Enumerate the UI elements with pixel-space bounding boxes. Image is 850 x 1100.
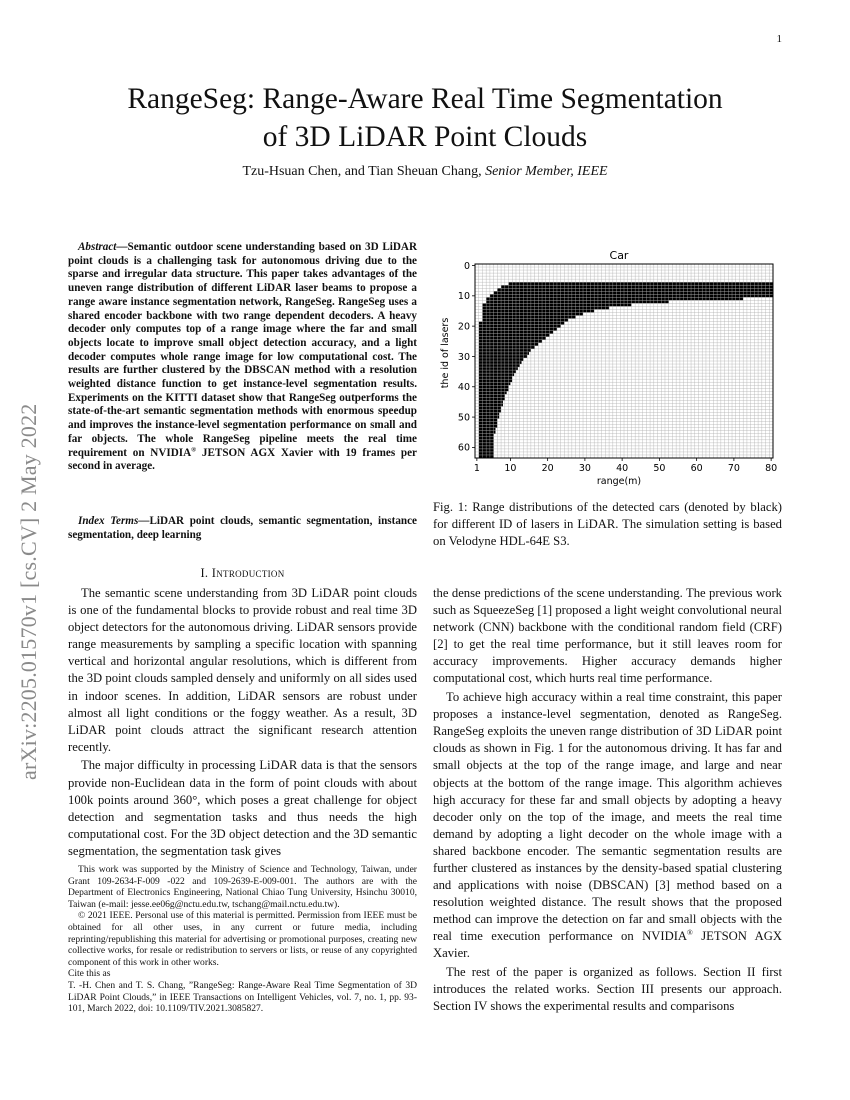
laser-row-11 [486,297,743,300]
intro-paragraph-1: The semantic scene understanding from 3D LiDAR point clouds is one of the fundamental blocks to provide robust and real time 3D object detectors for the autonomous driving. LiDAR sensors provide range measurements by sampling a specific location with spanning vertical and horizontal angular resolutions, which is different from the 3D point clouds sampled densely and uniformly on all sides used in indoor scenes. In addition, LiDAR sensors are robust under almost all light conditions or the foggy weather. As a result, 3D LiDAR point clouds attract the significant research attention recently. [68,586,417,754]
index-terms-lead: Index Terms [78,515,139,527]
laser-row-38 [479,379,513,382]
x-tick-label: 10 [504,463,517,474]
laser-row-50 [479,416,499,419]
chart-title: Car [609,249,629,262]
right-paragraph-2a: To achieve high accuracy within a real time constraint, this paper proposes a instance-level segmentation, denoted as RangeSeg. RangeSeg exploits the uneven range distribution of 3D LiDAR point clouds as shown in Fig. 1 for the autonomous driving. It has far and small objects at the top of the range image, and large and near objects at the bottom of the range image. This algorithm achieves high accuracy for these far and small objects by adopting a heavy decoder only on the top of the image, and meets the real time demand by adopting a light decoder on the whole image with a shared backbone encoder. The semantic segmentation results are further clustered as instances by the density-based spatial clustering and applications with noise (DBSCAN) [3] method based on a resolution weighted distance. The result shows that the proposed method can improve the detection on far and small objects with the real time execution performance on NVIDIA [433,690,782,944]
laser-row-18 [482,319,568,322]
x-tick-label: 70 [727,463,740,474]
right-paragraph-1: the dense predictions of the scene understanding. The previous work such as SqueezeSeg [1] proposed a light weight convolutional neural network (CNN) backbone with the conditional random field (CRF) [2] to get the real time performance, but it still leaves room for accuracy improvements. Higher accuracy demands higher computational cost, which hurts real time performance. [433,586,782,686]
author-role: Senior Member, IEEE [485,164,608,179]
footnote-citation: T. -H. Chen and T. S. Chang, ”RangeSeg: Range-Aware Real Time Segmentation of 3D LiDAR Point Clouds,” in IEEE Transactions on Intelligent Vehicles, vol. 7, no. 1, pp. 93-101, March 2022, doi: 10.1109/TIV.2021.3085827. [68,979,417,1015]
left-column-body [68,585,417,862]
x-tick-label: 80 [765,463,778,474]
laser-row-6 [509,282,773,285]
y-ticks [458,261,475,454]
x-tick-label: 40 [616,463,629,474]
index-terms [68,515,417,542]
abstract [68,241,417,474]
laser-row-53 [479,425,498,428]
intro-paragraph-2: The major difficulty in processing LiDAR data is that the sensors provide non-Euclidean data in the form of point clouds with about 100k points around 360°, which poses a great challenge for object detection and segmentation tasks and thus needs the high computational cost. For the 3D object detection and the 3D semantic segmentation, the segmentation task gives [68,758,417,858]
footnote-cite-label: Cite this as [68,968,111,980]
laser-row-17 [482,316,575,319]
y-tick-label: 20 [457,321,470,333]
x-ticks [474,458,777,474]
laser-row-51 [479,419,498,422]
laser-row-49 [479,413,499,416]
y-tick-label: 0 [463,260,470,272]
y-tick-label: 40 [457,382,470,394]
y-axis-label: the id of lasers [440,317,451,389]
y-tick-label: 60 [457,442,470,454]
title-line-2: of 3D LiDAR Point Clouds [262,121,588,153]
y-tick-label: 10 [457,291,470,303]
laser-row-19 [479,322,565,325]
laser-row-36 [479,373,514,376]
right-column-body [433,585,782,1017]
laser-row-27 [479,346,535,349]
author-line [60,164,790,180]
section-heading: I. Introduction [200,566,285,580]
laser-row-25 [479,340,542,343]
index-terms-body: —LiDAR point clouds, semantic segmentation, instance segmentation, deep learning [68,515,417,541]
laser-row-37 [479,376,513,379]
x-tick-label: 30 [578,463,591,474]
x-tick-label: 60 [690,463,703,474]
right-paragraph-2 [433,689,782,963]
footnote [68,864,417,1015]
paper-title [60,80,790,156]
figure-1 [433,243,782,498]
page-number: 1 [776,33,782,45]
x-tick-label: 1 [473,463,480,474]
right-paragraph-2b: JETSON AGX Xavier. [433,929,782,961]
chart-grid [475,264,773,458]
laser-row-52 [479,422,498,425]
laser-row-9 [494,291,773,294]
laser-row-34 [479,367,518,370]
figure-caption: Fig. 1: Range distributions of the detected cars (denoted by black) for different ID of lasers in LiDAR. The simulation setting is based on Velodyne HDL-64E S3. [433,500,782,548]
x-axis-label: range(m) [596,476,642,487]
laser-row-32 [479,361,522,364]
abstract-lead: Abstract [78,241,117,253]
registered-mark: ® [191,445,197,453]
range-distribution-chart [433,243,782,498]
footnote-funding: This work was supported by the Ministry of Science and Technology, Taiwan, under Grant 109-2634-F-009 -022 and 109-2639-E-009-001. The authors are with the Department of Electronics Engineering, National Chiao Tung University, Hsinchu 30010, Taiwan (e-mail: jesse.ee06g@nctu.edu.tw, tschang@mail.nctu.edu.tw). [68,864,417,910]
laser-row-54 [479,428,496,431]
abstract-body: —Semantic outdoor scene understanding based on 3D LiDAR point clouds is a challenging task for autonomous driving due to the sparse and irregular data structure. This paper takes advantages of the uneven range distribution of different LiDAR laser beams to propose a range aware instance segmentation network, RangeSeg. RangeSeg uses a shared encoder backbone with two range dependent decoders. A heavy decoder only computes top of a range image where the far and small objects locate to improve small object detection accuracy, and a light decoder computes whole range image for low computational cost. The results are further clustered by the DBSCAN method with a resolution weighted distance function to get instance-level segmentation results. Experiments on the KITTI dataset show that RangeSeg outperforms the state-of-the-art semantic segmentation methods with enormous speedup and improves the instance-level segmentation performance on small and far objects. The whole RangeSeg pipeline meets the real time requirement on NVIDIA [68,241,417,459]
laser-row-39 [479,382,511,385]
laser-row-12 [486,300,669,303]
footnote-copyright: © 2021 IEEE. Personal use of this material is permitted. Permission from IEEE must be obtained for all other uses, in any current or future media, including reprinting/republishing this material for advertising or promotional purposes, creating new collective works, for resale or redistribution to servers or lists, or reuse of any copyrighted component of this work in other works. [68,910,417,968]
title-line-1: RangeSeg: Range-Aware Real Time Segmentation [127,83,723,115]
authors: Tzu-Hsuan Chen, and Tian Sheuan Chang, [242,164,482,179]
y-tick-label: 50 [457,412,470,424]
laser-row-21 [479,328,557,331]
laser-row-42 [479,391,507,394]
y-tick-label: 30 [457,351,470,363]
laser-row-55 [479,431,496,434]
arxiv-stamp: arXiv:2205.01570v1 [cs.CV] 2 May 2022 [16,403,41,780]
registered-mark: ® [687,928,693,938]
right-paragraph-3: The rest of the paper is organized as follows. Section II first introduces the related works. Section III presents our approach. Section IV shows the experimental results and comparisons [433,965,782,1014]
x-tick-label: 50 [653,463,666,474]
laser-row-23 [479,334,550,337]
laser-row-33 [479,364,520,367]
x-tick-label: 20 [541,463,554,474]
abstract-tail: JETSON AGX Xavier with 19 frames per second in average. [68,446,417,473]
